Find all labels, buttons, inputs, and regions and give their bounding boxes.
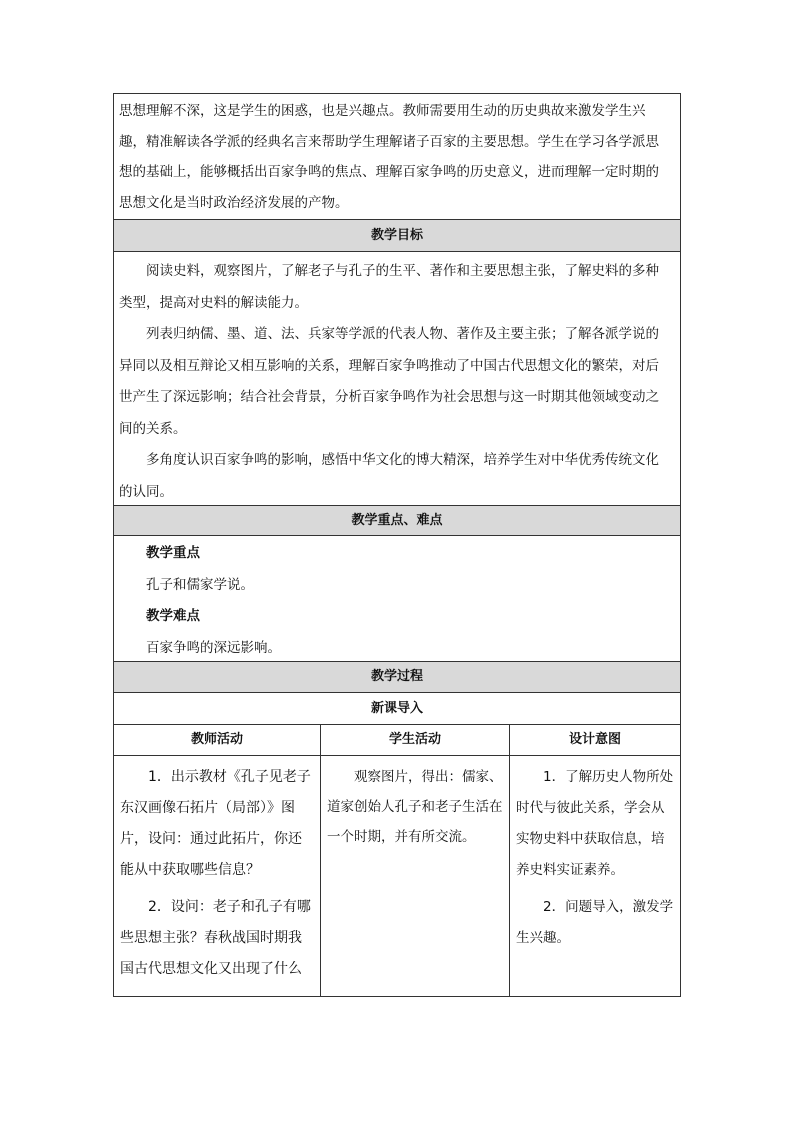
difficulty-label: 教学难点 bbox=[146, 608, 200, 624]
difficulty-text: 百家争鸣的深远影响。 bbox=[146, 639, 281, 656]
key-points-header bbox=[113, 505, 681, 536]
design-intent-text bbox=[510, 756, 680, 954]
column-header-intent bbox=[509, 724, 681, 756]
objective-paragraph: 多角度认识百家争鸣的影响，感悟中华文化的博大精深，培养学生对中华优秀传统文化的认同。 bbox=[119, 452, 659, 500]
student-activity-text bbox=[321, 756, 509, 852]
objective-paragraph: 列表归纳儒、墨、道、法、兵家等学派的代表人物、著作及主要主张；了解各派学说的异同以及相互辩论又相互影响的关系，理解百家争鸣推动了中国古代思想文化的繁荣，对后世产生了深远影响；结合社会背景，分析百家争鸣作为社会思想与这一时期其他领域变动之间的关系。 bbox=[119, 326, 659, 437]
objective-paragraph: 阅读史料，观察图片，了解老子与孔子的生平、著作和主要思想主张，了解史料的多种类型，提高对史料的解读能力。 bbox=[119, 263, 659, 311]
student-activity-cell bbox=[320, 755, 510, 997]
objectives-cell bbox=[113, 251, 681, 506]
column-header-student bbox=[320, 724, 510, 756]
section-title: 新课导入 bbox=[370, 701, 423, 716]
teacher-activity-item: 2．设问：老子和孔子有哪些思想主张？春秋战国时期我国古代思想文化又出现了什么 bbox=[120, 899, 311, 977]
process-header-label: 教学过程 bbox=[370, 669, 423, 684]
section-title-cell bbox=[113, 692, 681, 725]
key-points-body bbox=[114, 536, 680, 664]
focus-label: 教学重点 bbox=[146, 545, 200, 561]
design-intent-item: 2．问题导入，激发学生兴趣。 bbox=[516, 899, 674, 946]
intro-paragraph: 思想理解不深，这是学生的困惑，也是兴趣点。教师需要用生动的历史典故来激发学生兴趣，精准解读各学派的经典名言来帮助学生理解诸子百家的主要思想。学生在学习各学派思想的基础上，能够概括出百家争鸣的焦点、理解百家争鸣的历史意义，进而理解一定时期的思想文化是当时政治经济发展的产物。 bbox=[119, 103, 659, 211]
objectives-header-label: 教学目标 bbox=[370, 228, 423, 243]
student-activity-item: 观察图片，得出：儒家、道家创始人孔子和老子生活在一个时期，并有所交流。 bbox=[327, 769, 503, 845]
design-intent-cell bbox=[509, 755, 681, 997]
objectives-header bbox=[113, 219, 681, 252]
teacher-activity-text bbox=[114, 756, 320, 985]
design-intent-item: 1．了解历史人物所处时代与彼此关系，学会从实物史料中获取信息，培养史料实证素养。 bbox=[516, 769, 674, 878]
objectives-body bbox=[114, 252, 680, 508]
focus-text: 孔子和儒家学说。 bbox=[146, 576, 254, 593]
column-header-label: 教师活动 bbox=[190, 732, 243, 747]
column-header-label: 学生活动 bbox=[388, 732, 441, 747]
teacher-activity-cell bbox=[113, 755, 321, 997]
key-points-cell bbox=[113, 535, 681, 662]
column-header-teacher bbox=[113, 724, 321, 756]
process-header bbox=[113, 661, 681, 693]
key-points-header-label: 教学重点、难点 bbox=[351, 513, 443, 528]
column-header-label: 设计意图 bbox=[568, 732, 621, 747]
teacher-activity-item: 1．出示教材《孔子见老子东汉画像石拓片（局部）》图片，设问：通过此拓片，你还能从中获取哪些信息？ bbox=[120, 769, 311, 878]
intro-cell bbox=[113, 93, 681, 220]
